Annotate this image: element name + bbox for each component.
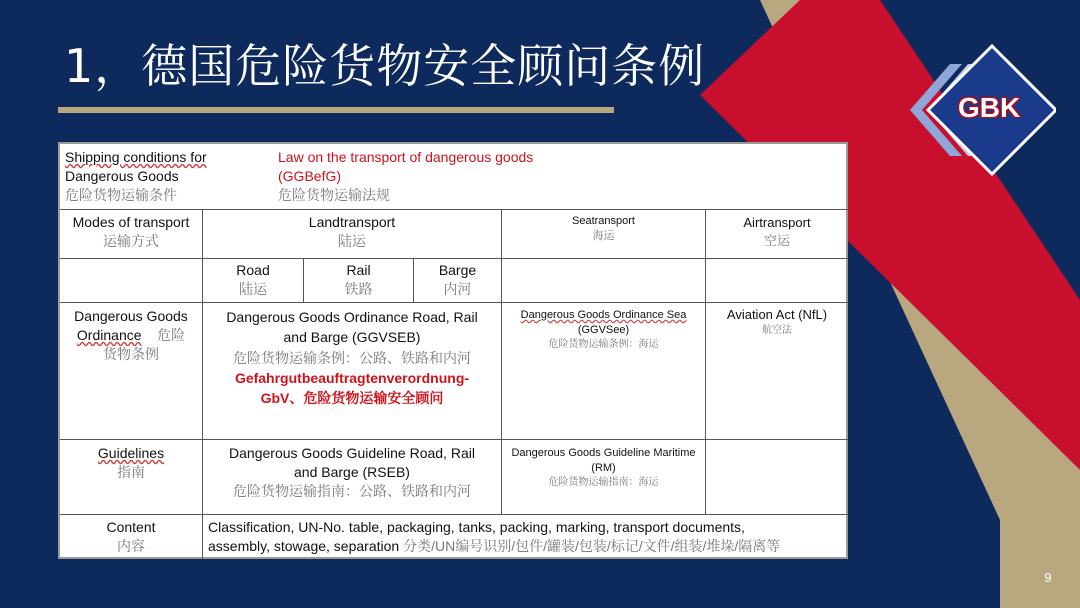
page-number: 9 (1030, 565, 1066, 591)
ordinance-land-en-2: and Barge (GGVSEB) (283, 329, 421, 346)
title-underline (58, 107, 614, 113)
rail-zh: 铁路 (344, 280, 373, 297)
ordinance-label-zh-1: 危险 (157, 326, 186, 343)
ordinance-land-cell (203, 303, 502, 440)
ordinance-sea-zh: 危险货物运输条例：海运 (548, 338, 659, 350)
content-text-zh: 分类/UN编号识别/包件/罐装/包装/标记/文件/组装/堆垛/隔离等 (403, 537, 781, 554)
ordinance-air-cell (706, 303, 848, 440)
seatransport-en: Seatransport (572, 215, 635, 227)
road-zh: 陆运 (239, 280, 267, 297)
ordinance-sea-en-2: (GGVSee) (577, 323, 630, 336)
ordinance-label-en-1: Dangerous Goods (74, 308, 188, 324)
road-cell (203, 259, 304, 303)
modes-label-zh: 运输方式 (103, 232, 159, 249)
content-label-cell (60, 515, 203, 559)
ordinance-sea-cell (502, 303, 706, 440)
modes-label-en: Modes of transport (72, 214, 190, 230)
guidelines-label-en: Guidelines (97, 445, 165, 461)
guidelines-sea-cell (502, 440, 706, 515)
guidelines-sea-zh: 危险货物运输指南：海运 (548, 476, 659, 488)
content-text-en-2: assembly, stowage, separation (208, 537, 400, 554)
gbv-title-2: GbV、危险货物运输安全顾问 (260, 390, 444, 407)
road-en: Road (236, 262, 270, 278)
airtransport-en: Airtransport (743, 215, 811, 230)
guidelines-land-en-1: Dangerous Goods Guideline Road, Rail (229, 445, 475, 461)
logo-text: GBK (958, 92, 1021, 123)
landtransport-en: Landtransport (308, 214, 396, 230)
ordinance-label-cell (60, 303, 203, 440)
content-text-en-1: Classification, UN-No. table, packaging, tanks, packing, marking, transport documents, (208, 519, 745, 535)
guidelines-land-zh: 危险货物运输指南：公路、铁路和内河 (233, 482, 471, 499)
law-label-en-2: (GGBefG) (278, 167, 342, 184)
seatransport-zh: 海运 (592, 229, 615, 242)
submode-empty-cell (60, 259, 203, 303)
guidelines-air-empty-cell (706, 440, 848, 515)
content-label-en: Content (106, 519, 156, 535)
ordinance-label-zh-2: 货物条例 (103, 345, 159, 362)
barge-zh: 内河 (443, 280, 472, 297)
slide-title: 1，德国危险货物安全顾问条例 (64, 39, 706, 93)
law-label-zh: 危险货物运输法规 (278, 186, 390, 203)
ordinance-label-en-2: Ordinance (76, 326, 142, 343)
ordinance-air-zh: 航空法 (762, 324, 792, 336)
barge-en: Barge (438, 262, 477, 278)
ordinance-land-en-1: Dangerous Goods Ordinance Road, Rail (226, 309, 478, 325)
airtransport-cell (706, 210, 848, 259)
shipping-label-en-2: Dangerous Goods (65, 167, 179, 184)
regulations-table (58, 142, 848, 559)
guidelines-label-cell (60, 440, 203, 515)
shipping-label-zh: 危险货物运输条件 (65, 186, 177, 203)
barge-cell (414, 259, 502, 303)
shipping-conditions-cell (60, 144, 848, 210)
rail-en: Rail (346, 262, 371, 278)
landtransport-cell (203, 210, 502, 259)
guidelines-land-cell (203, 440, 502, 515)
guidelines-sea-en-1: Dangerous Goods Guideline Maritime (511, 447, 696, 459)
content-text-cell (203, 515, 848, 559)
rail-cell (304, 259, 414, 303)
law-label-en-1: Law on the transport of dangerous goods (278, 149, 534, 165)
content-label-zh: 内容 (117, 537, 145, 554)
guidelines-label-zh: 指南 (117, 463, 145, 480)
seatransport-cell (502, 210, 706, 259)
ordinance-land-zh: 危险货物运输条例：公路、铁路和内河 (233, 349, 471, 366)
guidelines-land-en-2: and Barge (RSEB) (294, 463, 410, 480)
gbv-title-1: Gefahrgutbeauftragtenverordnung- (234, 369, 470, 386)
ordinance-air-en: Aviation Act (NfL) (726, 307, 828, 322)
guidelines-sea-en-2: (RM) (591, 461, 616, 474)
landtransport-zh: 陆运 (338, 232, 366, 249)
sea-submode-empty-cell (502, 259, 706, 303)
shipping-label-en-1: Shipping conditions for (65, 149, 207, 165)
ordinance-sea-en-1: Dangerous Goods Ordinance Sea (520, 309, 687, 321)
airtransport-zh: 空运 (763, 232, 790, 248)
air-submode-empty-cell (706, 259, 848, 303)
modes-label-cell (60, 210, 203, 259)
